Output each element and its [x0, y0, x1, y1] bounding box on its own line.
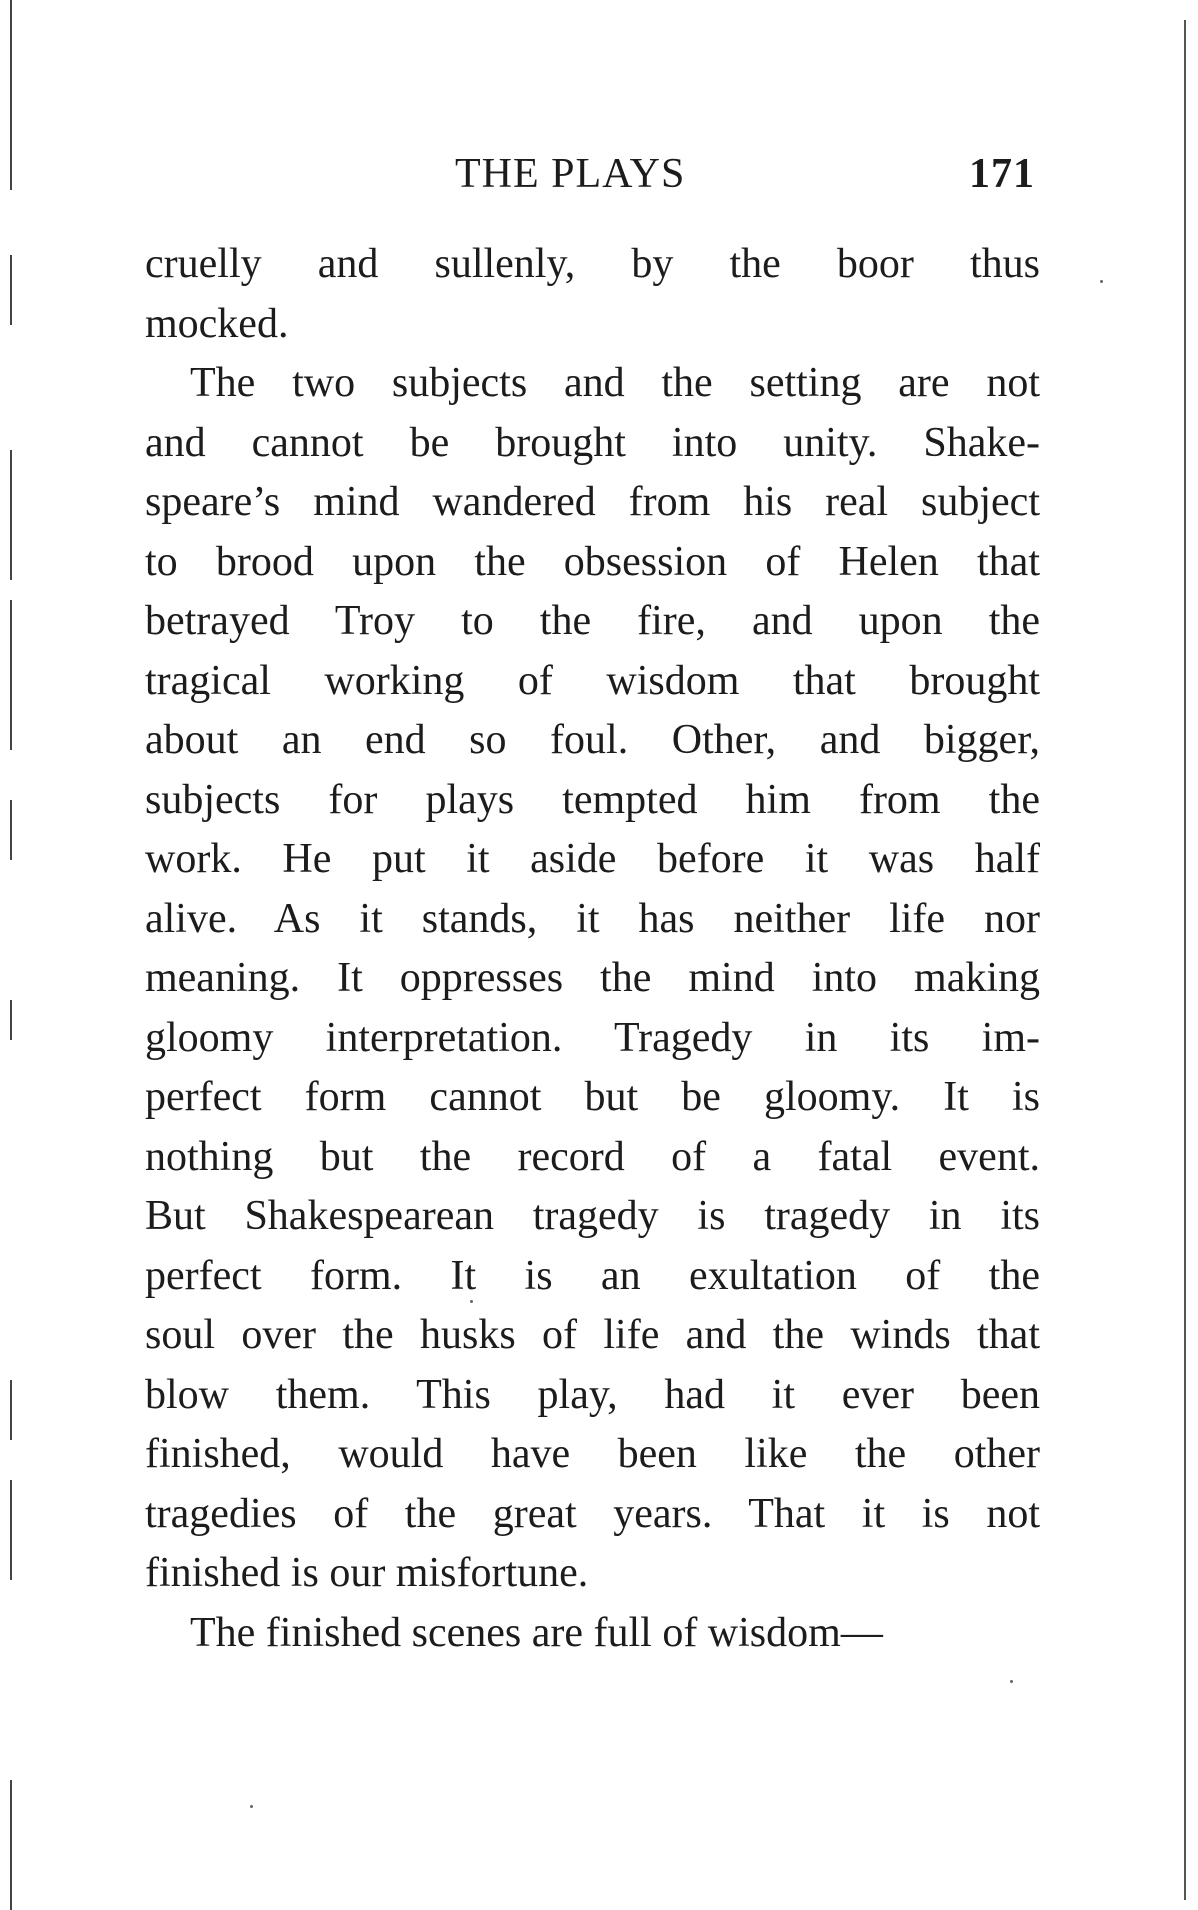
text-line: tragedies of the great years. That it is not [145, 1490, 1040, 1537]
text-line: gloomy interpretation. Tragedy in its im- [145, 1014, 1040, 1061]
text-line: cruelly and sullenly, by the boor thus [145, 241, 1040, 287]
page-right-edge [1184, 20, 1186, 1900]
text-line: alive. As it stands, it has neither life nor [145, 895, 1040, 942]
text-line: blow them. This play, had it ever been [145, 1371, 1040, 1418]
text-line: perfect form cannot but be gloomy. It is [145, 1074, 1040, 1120]
text-line: The two subjects and the setting are not [190, 360, 1040, 406]
running-title: THE PLAYS [455, 151, 686, 197]
text-line: betrayed Troy to the fire, and upon the [145, 598, 1040, 644]
text-line: subjects for plays tempted him from the [145, 776, 1040, 823]
text-line: mocked. [145, 300, 289, 347]
text-line: about an end so foul. Other, and bigger, [145, 717, 1040, 763]
text-line: nothing but the record of a fatal event. [145, 1133, 1040, 1180]
text-line: The finished scenes are full of wisdom— [190, 1609, 883, 1656]
paper-speck [1010, 1680, 1013, 1683]
text-line: speare’s mind wandered from his real subject [145, 479, 1040, 525]
text-line: perfect form. It is an exultation of the [145, 1252, 1040, 1299]
paper-speck [1100, 280, 1103, 283]
body-text [145, 235, 1040, 1663]
text-line: and cannot be brought into unity. Shake- [145, 419, 1040, 466]
text-line: work. He put it aside before it was half [145, 836, 1040, 882]
page-left-edge [10, 0, 13, 1910]
paper-speck [250, 1805, 253, 1808]
text-line: soul over the husks of life and the winds that [145, 1312, 1040, 1358]
text-line: finished is our misfortune. [145, 1550, 589, 1596]
text-line: tragical working of wisdom that brought [145, 657, 1040, 704]
text-line: meaning. It oppresses the mind into making [145, 955, 1040, 1001]
text-line: But Shakespearean tragedy is tragedy in its [145, 1193, 1040, 1239]
text-line: to brood upon the obsession of Helen that [145, 538, 1040, 585]
text-line: finished, would have been like the other [145, 1431, 1040, 1477]
page-header [145, 150, 1035, 200]
page-number: 171 [969, 151, 1035, 197]
